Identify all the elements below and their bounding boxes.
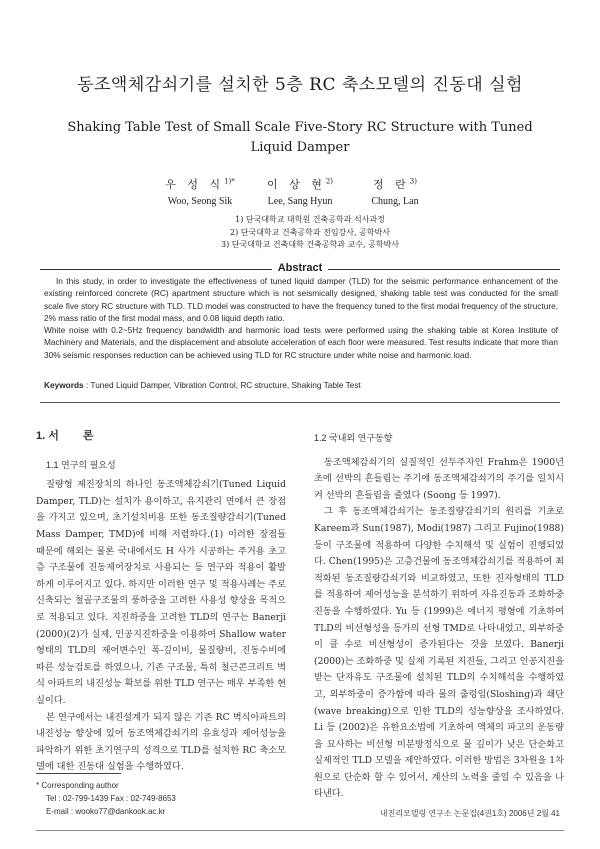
author-3-marker: 3): [409, 177, 417, 186]
affiliation-2: 2) 단국대학교 건축공학과 전임강사, 공학박사: [229, 227, 391, 237]
footnote: [36, 779, 286, 818]
corresponding-author-note: * Corresponding author: [36, 781, 119, 790]
left-column: [36, 428, 286, 776]
footnote-rule: [36, 773, 121, 774]
abstract-body: [44, 275, 558, 361]
korean-title: 동조액체감쇠기를 설치한 5층 RC 축소모델의 진동대 실험: [77, 75, 523, 95]
footer-rule: [36, 830, 564, 831]
abstract-bottom-rule: [40, 402, 560, 403]
author-2: [250, 176, 350, 207]
affiliations: [150, 214, 470, 252]
abstract-heading: Abstract: [40, 262, 560, 274]
subsection-1-2-heading: 1.2 국내외 연구동향: [314, 433, 393, 443]
english-title: Shaking Table Test of Small Scale Five-Story RC Structure with Tuned Liquid Damper: [67, 120, 533, 155]
keywords-label: Keywords: [44, 380, 84, 390]
contact-email: E-mail : wooko77@dankook.ac.kr: [46, 807, 166, 816]
author-1-korean-name: 우 성 식: [165, 178, 225, 191]
author-2-english-name: Lee, Sang Hyun: [267, 196, 333, 207]
author-1-english-name: Woo, Seong Sik: [167, 196, 233, 207]
keywords-line: [44, 380, 558, 390]
author-list: [150, 176, 450, 210]
affiliation-3: 3) 단국대학교 건축대학 건축공학과 교수, 공학박사: [220, 240, 400, 249]
journal-footer: 내진리모델링 연구소 논문집(4권1호) 2006년 2월 41: [379, 809, 560, 818]
author-3: [345, 176, 445, 207]
abstract-paragraph-2: White noise with 0.2~5Hz frequency bandwidth and harmonic load tests were performed using the shaking table at Korea Institute of Machinery and Materials, and the displacement and absolute acceleration of each floor were measured. Test results indicate that more than 30% seismic responses reduction can be achieved using TLD for RC structure under white noise and harmonic load.: [44, 325, 558, 360]
section-1-2-paragraph-2: 그 후 동조액체감쇠기는 동조질량감쇠기의 원리를 기초로 Kareem과 Sun(1987), Modi(1987) 그리고 Fujino(1988) 등이 구조물에 적용하여 다양한 수치해석 및 실험이 진행되었다. Chen(1995)은 고층건물에 동조액체감쇠기를 적용하여 최적화된 동조질량감쇠기와 비교하였고, 또한 진자형태의 TLD를 적용하여 제어성능을 분석하기 위하여 자유진동과 조화하중 진동을 수행하였다. Yu 등 (1999)은 에너지 평형에 기초하여 TLD의 비선형성을 등가의 선형 TMD로 나타내었고, 외부하중이 클 수로 비선형성이 증가된다는 것을 보였다. Banerji (2000)는 조화하중 및 실제 기록된 지진들, 그리고 인공지진을 받는 단자유도 구조물에 설치된 TLD의 수치해석을 수행하였고, 외부하중이 증가함에 따라 물의 출렁임(Sloshing)과 쇄단(wave breaking)으로 인한 TLD의 성능향상을 조사하였다. Li 등 (2002)은 유한요소법에 기초하여 액체의 파고의 운동량을 묘사하는 비선형 미분방정식으로 물 깊이가 낮은 단순화고 실제적인 TLD 모델을 제안하였다. 이러한 방법은 3차원을 1차원으로 단순화 할 수 있어서, 계산의 노력을 줄일 수 있음을 나타낸다.: [314, 506, 564, 800]
author-2-marker: 2): [325, 177, 334, 186]
section-1-paragraph-2: 본 연구에서는 내진설계가 되지 않은 기존 RC 벽식아파트의 내진성능 향상에 있어 동조액체감쇠기의 유효성과 제어성능을 파악하기 위한 초기연구의 성격으로 TLD를 설치한 RC 축소모델에 대한 진동대 실험을 수행하였다.: [36, 711, 286, 773]
section-1-heading: 1. 서 론: [36, 430, 94, 442]
abstract-paragraph-1: In this study, in order to investigate the effectiveness of tuned liquid damper (TLD) for the seismic performance enhancement of the existing reinforced concrete (RC) apartment structure which is not seismically designed, shaking table test was conducted for the small scale five story RC structure with TLD. TLD model was constructed to have the frequency tuned to the first modal frequency of the structure, 2% mass ratio of the first modal mass, and 0.08 liquid depth ratio.: [44, 276, 558, 323]
author-1-marker: 1)*: [224, 177, 235, 186]
section-1-2-paragraph-1: 동조액체감쇠기의 실질적인 선두주자인 Frahm은 1900년 초에 선박의 흔들림는 주기에 동조액체감쇠기의 주기를 일치시켜 선박의 흔들림을 줄였다 (Soong 등 1997).: [314, 456, 564, 501]
contact-phone-fax: Tel : 02-799-1439 Fax : 02-749-8653: [46, 794, 176, 803]
author-1: [150, 176, 250, 207]
right-column: [314, 428, 564, 803]
subsection-1-1-heading: 1.1 연구의 필요성: [46, 459, 116, 470]
keywords-list: : Tuned Liquid Damper, Vibration Control, RC structure, Shaking Table Test: [85, 380, 361, 390]
affiliation-1: 1) 단국대학교 대학원 건축공학과 석사과정: [235, 215, 385, 224]
author-3-english-name: Chung, Lan: [371, 196, 419, 207]
author-2-korean-name: 이 상 현: [266, 178, 326, 191]
section-1-paragraph-1: 질량형 제진장치의 하나인 동조액체감쇠기(Tuned Liquid Damper, TLD)는 설치가 용이하고, 유지관리 면에서 큰 장점을 가지고 있으며, 초기설치비용 또한 동조질량감쇠기(Tuned Mass Damper, TMD)에 비해 저렴하다.(1) 이러한 장점들 때문에 해외는 물론 국내에서도 H 사가 시공하는 주거용 초고층 구조물에 진동제어장치로 사용되는 등 연구와 적용이 활발하게 이루어지고 있다. 하지만 이러한 연구 및 적용사례는 주로 신축되는 철골구조물의 풍하중을 고려한 사용성 향상을 목적으로 적용되고 있다. 지진하중을 고려한 TLD의 연구는 Banerji (2000)(2)가 실제, 인공지진하중을 이용하여 Shallow water 형태의 TLD의 제어변수인 폭-깊이비, 물질량비, 진동수비에 따른 성능검토를 하였으나, 기존 구조물, 특히 철근콘크리트 벽식 아파트의 내진성능 확보를 위한 TLD 연구는 매우 부족한 현실이다.: [36, 479, 287, 706]
author-3-korean-name: 정 란: [373, 178, 410, 191]
